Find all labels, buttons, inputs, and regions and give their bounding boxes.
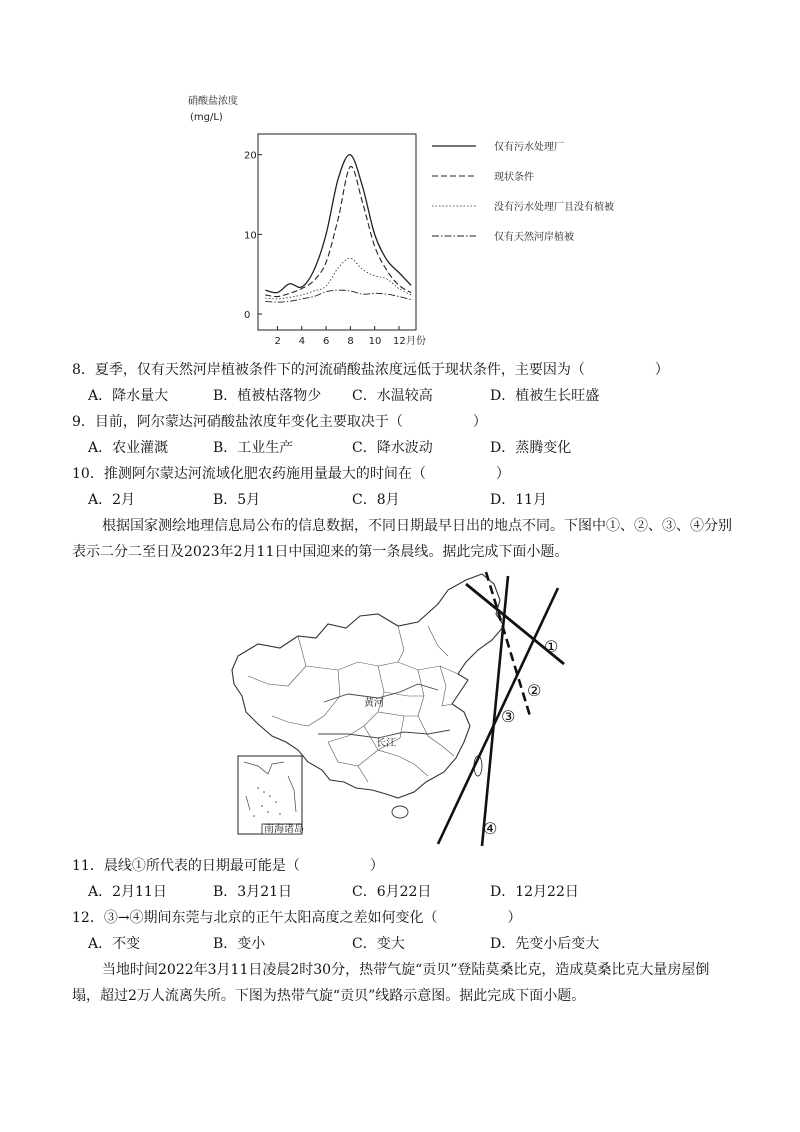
plot-frame: [258, 134, 416, 330]
dawn-line-3: [438, 588, 558, 844]
passage-dawn-line: 根据国家测绘地理信息局公布的信息数据，不同日期最早日出的地点不同。下图中①、②、③、④分别表示二分二至日及2023年2月11日中国迎来的第一条晨线。据此完成下面小题。: [72, 518, 732, 560]
question-10: 10．推测阿尔蒙达河流域化肥农药施用量最大的时间在（ ）: [72, 466, 510, 482]
label-dawn-3: ③: [501, 707, 516, 726]
q10-option-b[interactable]: B．5月: [213, 492, 261, 508]
q12-option-c[interactable]: C．变大: [352, 936, 405, 952]
q12-option-a[interactable]: A．不变: [88, 936, 141, 952]
q12-option-b[interactable]: B．变小: [213, 936, 266, 952]
q10-option-c[interactable]: C．8月: [352, 492, 400, 508]
y-axis-label: 硝酸盐浓度: [188, 96, 238, 107]
q11-option-b[interactable]: B．3月21日: [213, 884, 293, 900]
x-tick-label: 2: [274, 336, 281, 347]
q8-option-c[interactable]: C．水温较高: [352, 388, 433, 404]
x-tick-label: 4: [298, 336, 306, 347]
nitrate-chart: [170, 88, 650, 350]
q11-option-a[interactable]: A．2月11日: [88, 884, 167, 900]
plot-area: [244, 134, 426, 347]
series-line-4: [265, 290, 411, 302]
legend-label-2: 现状条件: [494, 172, 534, 183]
label-dawn-4: ④: [483, 819, 498, 838]
question-11: 11．晨线①所代表的日期最可能是（ ）: [72, 858, 384, 874]
question-8: 8．夏季，仅有天然河岸植被条件下的河流硝酸盐浓度远低于现状条件，主要因为（ ）: [72, 362, 669, 378]
question-12: 12．③→④期间东莞与北京的正午太阳高度之差如何变化（ ）: [72, 910, 522, 926]
q12-option-d[interactable]: D．先变小后变大: [490, 936, 600, 952]
passage-cyclone: 当地时间2022年3月11日凌晨2时30分，热带气旋“贡贝”登陆莫桑比克，造成莫桑比克大量房屋倒塌，超过2万人流离失所。下图为热带气旋“贡贝”线路示意图。据此完成下面小题。: [72, 962, 710, 1004]
legend-label-3: 没有污水处理厂且没有植被: [494, 202, 614, 213]
legend-label-1: 仅有污水处理厂: [494, 142, 564, 153]
china-map-figure: [228, 566, 578, 850]
x-tick-label: 6: [323, 336, 330, 347]
legend-label-4: 仅有天然河岸植被: [494, 232, 574, 243]
x-axis-unit: 月份: [406, 336, 426, 347]
q8-option-d[interactable]: D．植被生长旺盛: [490, 388, 600, 404]
q10-option-a[interactable]: A．2月: [88, 492, 136, 508]
x-tick-label: 8: [347, 336, 354, 347]
yangtze-river-label: 长江: [376, 738, 396, 749]
yangtze-river: [318, 730, 450, 738]
y-tick-label: 10: [244, 230, 257, 242]
q9-option-b[interactable]: B．工业生产: [213, 440, 294, 456]
hainan-island: [392, 806, 408, 818]
q8-option-a[interactable]: A．降水量大: [88, 388, 169, 404]
series-line-2: [265, 166, 411, 296]
y-axis-unit: (mg/L): [190, 112, 223, 123]
series-line-1: [265, 155, 411, 293]
question-9: 9．目前，阿尔蒙达河硝酸盐浓度年变化主要取决于（ ）: [72, 414, 487, 430]
q10-option-d[interactable]: D．11月: [490, 492, 548, 508]
q9-option-c[interactable]: C．降水波动: [352, 440, 433, 456]
label-dawn-1: ①: [544, 637, 559, 656]
y-tick-label: 20: [244, 150, 257, 162]
series-line-3: [265, 258, 411, 299]
south-china-sea-inset: [238, 756, 302, 834]
q9-option-d[interactable]: D．蒸腾变化: [490, 440, 572, 456]
q9-option-a[interactable]: A．农业灌溉: [88, 440, 169, 456]
chart-legend: [432, 140, 614, 243]
label-dawn-2: ②: [527, 681, 542, 700]
inset-label: 南海诸岛: [264, 824, 304, 835]
yellow-river-label: 黄河: [364, 698, 384, 709]
q8-option-b[interactable]: B．植被枯落物少: [213, 388, 322, 404]
x-tick-label: 10: [368, 336, 382, 347]
q11-option-d[interactable]: D．12月22日: [490, 884, 579, 900]
y-tick-label: 0: [244, 310, 251, 322]
q11-option-c[interactable]: C．6月22日: [352, 884, 432, 900]
x-tick-label: 12: [392, 336, 406, 347]
